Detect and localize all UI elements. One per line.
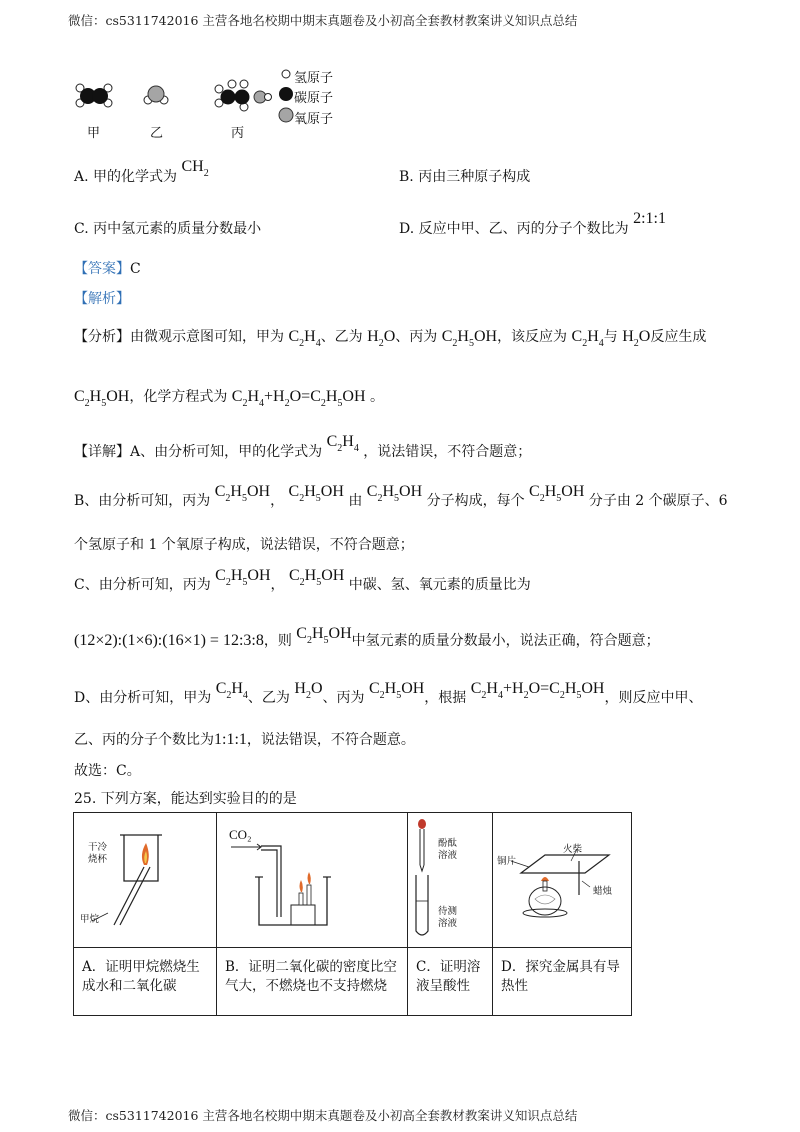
exp-c-label2: 溶液 <box>438 850 458 861</box>
analysis-label: 【解析】 <box>74 291 130 307</box>
exp-d-figure <box>493 813 632 948</box>
legend-o-symbol <box>279 108 293 122</box>
exp-a-label3: 甲烷 <box>80 914 100 925</box>
exp-b-figure <box>217 813 408 948</box>
exp-a-label2: 烧杯 <box>88 854 108 865</box>
exp-c-figure <box>408 813 493 948</box>
exp-a-caption-cell <box>74 948 217 1016</box>
exp-d-caption: D．探究金属具有导热性 <box>501 959 620 994</box>
detail-d-line2: 乙、丙的分子个数比为1:1:1，说法错误，不符合题意。 <box>74 731 415 748</box>
exp-c-label1: 酚酞 <box>438 838 458 849</box>
page-header: 微信：cs5311742016 主营各地名校期中期末真题卷及小初高全套教材教案讲义知识点总结 <box>68 13 578 28</box>
molecule-yi <box>144 86 168 104</box>
detail-c-line2: (12×2):(1×6):(16×1) = 12:3:8，则 $C_2H_5OH$中氢元素的质量分数最小，说法正确，符合题意； <box>74 625 660 649</box>
legend-h: 氢原子 <box>294 71 334 86</box>
exp-d-label2: 铜片 <box>497 856 517 867</box>
answer: 【答案】C <box>74 261 141 277</box>
detail-a: 【详解】A、由分析可知，甲的化学式为 $C_2H_4$ ，说法错误，不符合题意； <box>74 433 532 460</box>
label-jia: 甲 <box>87 126 101 141</box>
legend-c-symbol <box>279 87 293 101</box>
detail-b-line1: B、由分析可知，丙为 $C_2H_5OH$， $C_2H_5OH$ 由 $C_2H_5OH$ 分子构成，每个 $C_2H_5OH$ 分子由 2 个碳原子、6 <box>74 483 728 509</box>
exp-a-caption: A．证明甲烷燃烧生成水和二氧化碳 <box>82 959 200 994</box>
exp-c-label3: 待测 <box>438 906 458 917</box>
exp-d-caption-cell <box>493 948 632 1016</box>
detail-d-line1: D、由分析可知，甲为 $C_2H_4$、乙为 $H_2O$、丙为 $C_2H_5OH$，根据 $C_2H_4+H_2O=C_2H_5OH$，则反应中甲、 <box>74 680 703 706</box>
option-d: D. 反应中甲、乙、丙的分子个数比为 2:1:1 <box>399 210 666 237</box>
exp-d-label1: 火柴 <box>563 844 583 855</box>
detail-b-line2: 个氢原子和 1 个氧原子构成，说法错误，不符合题意； <box>74 537 414 553</box>
detail-c-line1: C、由分析可知，丙为 $C_2H_5OH$， $C_2H_5OH$ 中碳、氢、氧元素的质量比为 <box>74 567 531 593</box>
exp-d-label3: 蜡烛 <box>593 886 613 897</box>
legend-c: 碳原子 <box>294 91 334 106</box>
exp-a-label1: 干冷 <box>88 842 108 853</box>
option-a: A. 甲的化学式为 $CH_2$ <box>74 158 209 185</box>
fenxi-line2: $C_2H_5OH$，化学方程式为 $C_2H_4+H_2O=C_2H_5OH$ 。 <box>74 388 384 409</box>
label-bing: 丙 <box>231 126 245 141</box>
option-c: C. 丙中氢元素的质量分数最小 <box>74 221 262 237</box>
exp-c-caption-cell <box>408 948 493 1016</box>
exp-a-figure <box>74 813 217 948</box>
experiment-table <box>73 812 632 1016</box>
label-yi: 乙 <box>150 126 164 141</box>
exp-b-co2-label: CO₂ <box>229 827 252 842</box>
fenxi-line1: 【分析】由微观示意图可知，甲为 $C_2H_4$、乙为 $H_2O$、丙为 $C_2H_5OH$，该反应为 $C_2H_4$与 $H_2O$反应生成 <box>74 328 707 349</box>
exp-c-label4: 溶液 <box>438 918 458 929</box>
exp-b-caption: B．证明二氧化碳的密度比空气大，不燃烧也不支持燃烧 <box>225 959 397 994</box>
exp-b-caption-cell <box>217 948 408 1016</box>
exp-c-caption: C．证明溶液呈酸性 <box>416 959 481 994</box>
legend-o: 氧原子 <box>294 112 334 127</box>
question-25: 25. 下列方案，能达到实验目的的是 <box>74 791 297 807</box>
page-footer: 微信：cs5311742016 主营各地名校期中期末真题卷及小初高全套教材教案讲义知识点总结 <box>68 1108 578 1123</box>
molecule-jia <box>76 84 112 107</box>
legend-h-symbol <box>282 70 290 78</box>
option-b: B. 丙由三种原子构成 <box>399 169 531 185</box>
molecule-bing <box>215 80 272 111</box>
choose-line: 故选：C。 <box>74 763 141 779</box>
